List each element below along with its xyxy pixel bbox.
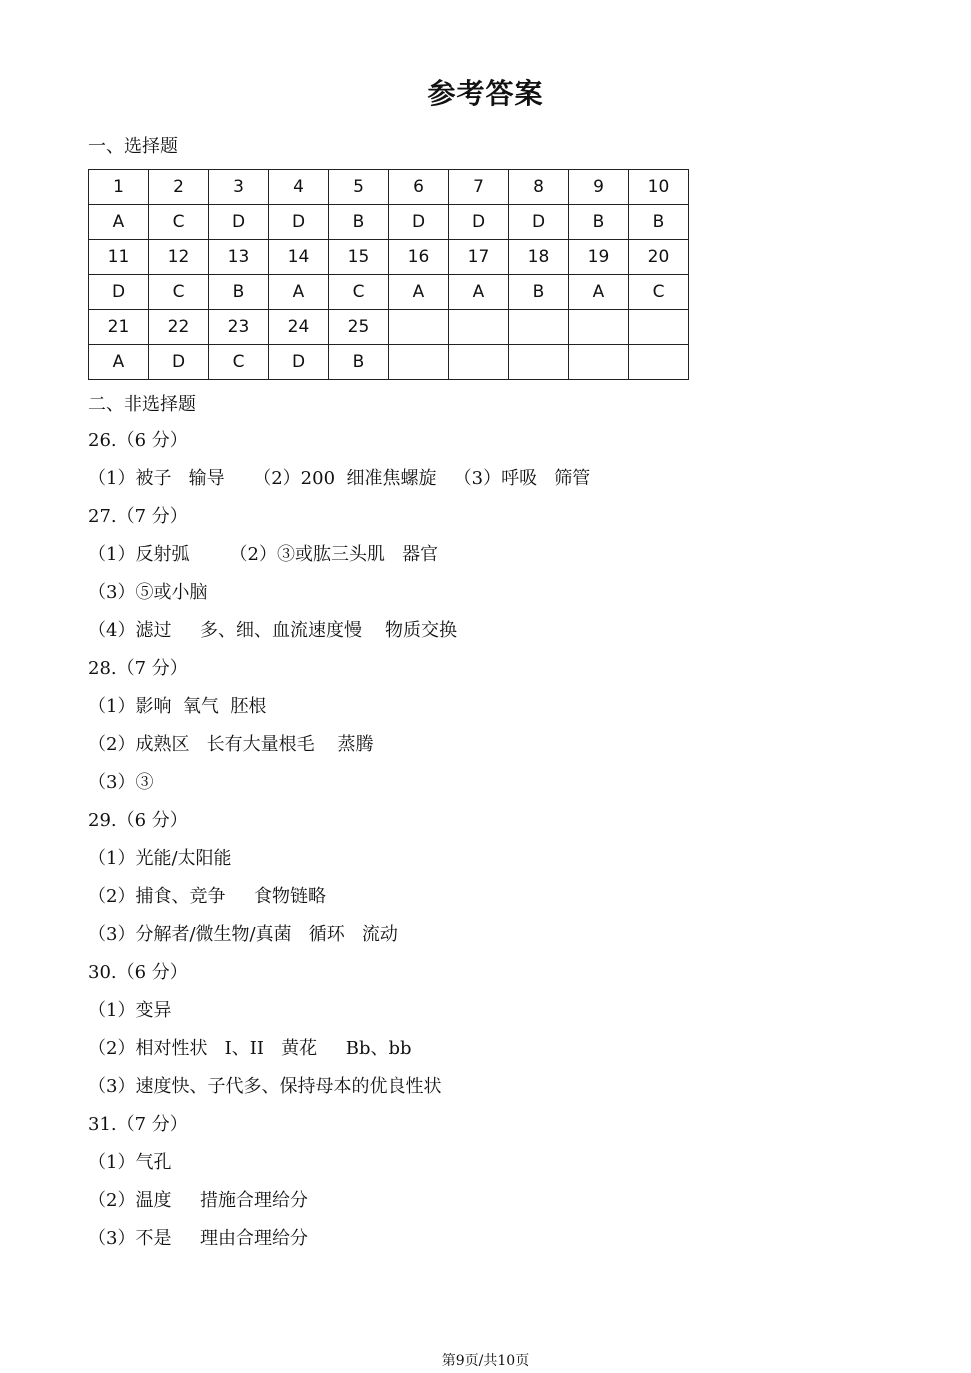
answer-cell: D xyxy=(209,205,269,240)
question-number-cell xyxy=(509,310,569,345)
question-number-cell: 14 xyxy=(269,240,329,275)
answer-line: （1）气孔 xyxy=(88,1152,172,1173)
answer-cell xyxy=(389,345,449,380)
answer-line: （1）光能/太阳能 xyxy=(88,848,232,869)
answer-cell: A xyxy=(269,275,329,310)
question-number-row xyxy=(89,310,689,345)
question-number-cell: 25 xyxy=(329,310,389,345)
question-number-cell: 7 xyxy=(449,170,509,205)
answer-line: （2）相对性状 I、II 黄花 Bb、bb xyxy=(88,1038,412,1059)
answer-cell: A xyxy=(89,345,149,380)
answer-cell: D xyxy=(149,345,209,380)
answer-line: （3）③ xyxy=(88,772,154,793)
answer-cell: A xyxy=(449,275,509,310)
answer-cell: C xyxy=(629,275,689,310)
question-number-cell: 4 xyxy=(269,170,329,205)
question-number-row xyxy=(89,170,689,205)
question-number-cell: 18 xyxy=(509,240,569,275)
answer-cell: B xyxy=(329,205,389,240)
answer-line: （2）捕食、竞争 食物链略 xyxy=(88,886,327,907)
answer-cell: D xyxy=(389,205,449,240)
question-number-cell: 12 xyxy=(149,240,209,275)
question-number-cell xyxy=(629,310,689,345)
answer-line: （1）反射弧 （2）③或肱三头肌 器官 xyxy=(88,544,439,565)
question-number-cell: 13 xyxy=(209,240,269,275)
answer-row xyxy=(89,275,689,310)
question-heading: 27.（7 分） xyxy=(88,506,188,527)
answer-cell: C xyxy=(149,205,209,240)
answer-cell: B xyxy=(629,205,689,240)
page-number-footer: 第9页/共10页 xyxy=(441,1353,530,1369)
answer-cell: A xyxy=(89,205,149,240)
answer-cell: D xyxy=(509,205,569,240)
answer-cell xyxy=(569,345,629,380)
question-number-cell: 19 xyxy=(569,240,629,275)
non-choice-answers xyxy=(88,422,888,1258)
section-heading-non-choice: 二、非选择题 xyxy=(88,394,196,415)
question-number-cell: 10 xyxy=(629,170,689,205)
page-title: 参考答案 xyxy=(427,77,544,110)
answer-cell: B xyxy=(209,275,269,310)
question-heading: 30.（6 分） xyxy=(88,962,188,983)
question-number-cell: 16 xyxy=(389,240,449,275)
question-number-cell: 6 xyxy=(389,170,449,205)
answer-line: （3）⑤或小脑 xyxy=(88,582,208,603)
answer-line: （3）不是 理由合理给分 xyxy=(88,1228,309,1249)
answer-cell: C xyxy=(209,345,269,380)
question-number-cell: 21 xyxy=(89,310,149,345)
answer-cell: A xyxy=(389,275,449,310)
answer-row xyxy=(89,345,689,380)
question-number-cell: 8 xyxy=(509,170,569,205)
answer-cell: B xyxy=(329,345,389,380)
question-number-cell xyxy=(449,310,509,345)
answer-line: （4）滤过 多、细、血流速度慢 物质交换 xyxy=(88,620,457,641)
question-number-row xyxy=(89,240,689,275)
question-number-cell: 17 xyxy=(449,240,509,275)
answer-line: （3）分解者/微生物/真菌 循环 流动 xyxy=(88,924,398,945)
answer-cell: B xyxy=(569,205,629,240)
answer-line: （1）影响 氧气 胚根 xyxy=(88,696,267,717)
answer-line: （1）变异 xyxy=(88,1000,172,1021)
answer-cell: D xyxy=(449,205,509,240)
answer-line: （1）被子 输导 （2）200 细准焦螺旋 （3）呼吸 筛管 xyxy=(88,468,591,489)
answer-row xyxy=(89,205,689,240)
answer-cell: D xyxy=(269,345,329,380)
question-number-cell: 22 xyxy=(149,310,209,345)
question-heading: 29.（6 分） xyxy=(88,810,188,831)
question-number-cell: 15 xyxy=(329,240,389,275)
question-heading: 31.（7 分） xyxy=(88,1114,188,1135)
question-number-cell xyxy=(569,310,629,345)
answer-cell: D xyxy=(89,275,149,310)
answer-cell: D xyxy=(269,205,329,240)
answer-line: （2）成熟区 长有大量根毛 蒸腾 xyxy=(88,734,374,755)
question-number-cell: 9 xyxy=(569,170,629,205)
question-number-cell: 1 xyxy=(89,170,149,205)
question-number-cell xyxy=(389,310,449,345)
answer-cell xyxy=(509,345,569,380)
question-number-cell: 11 xyxy=(89,240,149,275)
question-number-cell: 2 xyxy=(149,170,209,205)
answer-cell: C xyxy=(329,275,389,310)
question-heading: 26.（6 分） xyxy=(88,430,188,451)
answer-cell: C xyxy=(149,275,209,310)
question-number-cell: 23 xyxy=(209,310,269,345)
question-number-cell: 20 xyxy=(629,240,689,275)
question-heading: 28.（7 分） xyxy=(88,658,188,679)
question-number-cell: 24 xyxy=(269,310,329,345)
answer-line: （3）速度快、子代多、保持母本的优良性状 xyxy=(88,1076,442,1097)
answer-cell xyxy=(449,345,509,380)
answer-cell xyxy=(629,345,689,380)
multiple-choice-answer-table xyxy=(88,169,689,380)
answer-cell: B xyxy=(509,275,569,310)
answer-cell: A xyxy=(569,275,629,310)
question-number-cell: 5 xyxy=(329,170,389,205)
question-number-cell: 3 xyxy=(209,170,269,205)
section-heading-multiple-choice: 一、选择题 xyxy=(88,136,178,157)
answer-line: （2）温度 措施合理给分 xyxy=(88,1190,309,1211)
